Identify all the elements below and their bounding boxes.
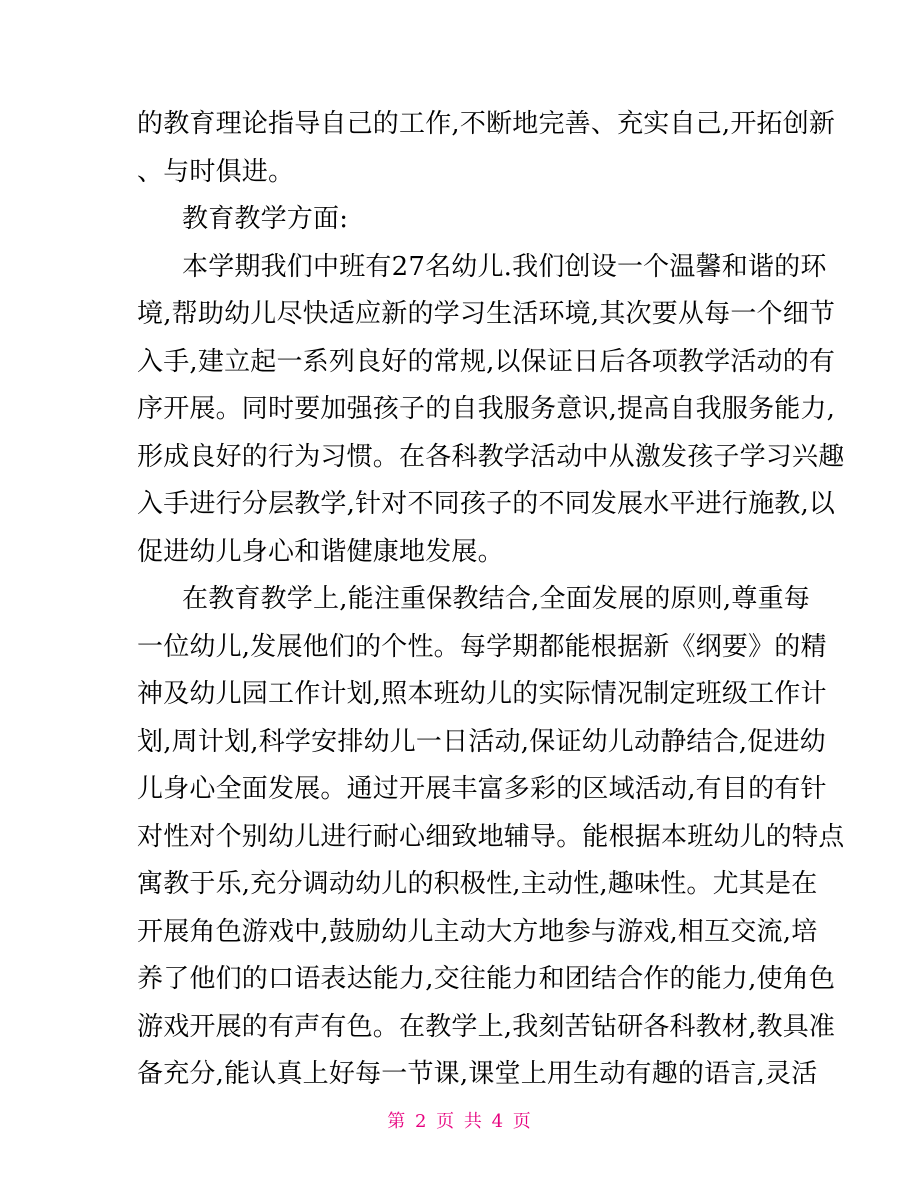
body-text-line: 序开展。同时要加强孩子的自我服务意识,提高自我服务能力, [137,394,836,424]
body-text-line: 一位幼儿,发展他们的个性。每学期都能根据新《纲要》的精 [137,632,827,662]
body-text-line: 寓教于乐,充分调动幼儿的积极性,主动性,趣味性。尤其是在 [137,869,818,899]
body-text-line: 神及幼儿园工作计划,照本班幼儿的实际情况制定班级工作计 [137,679,827,709]
body-text-line: 形成良好的行为习惯。在各科教学活动中从激发孩子学习兴趣 [137,442,845,472]
body-text-line: 入手,建立起一系列良好的常规,以保证日后各项教学活动的有 [137,347,836,377]
body-text-line: 入手进行分层教学,针对不同孩子的不同发展水平进行施教,以 [137,489,836,519]
page-number-footer: 第 2 页 共 4 页 [387,1111,533,1132]
body-text-line: 本学期我们中班有27名幼儿.我们创设一个温馨和谐的环 [182,252,827,282]
body-text-line: 的教育理论指导自己的工作,不断地完善、充实自己,开拓创新 [137,109,836,139]
body-text-line: 养了他们的口语表达能力,交往能力和团结合作的能力,使角色 [137,964,836,994]
body-text-line: 游戏开展的有声有色。在教学上,我刻苦钻研各科教材,教具准 [137,1012,836,1042]
body-text-line: 儿身心全面发展。通过开展丰富多彩的区域活动,有目的有针 [137,774,827,804]
body-text-line: 备充分,能认真上好每一节课,课堂上用生动有趣的语言,灵活 [137,1059,818,1089]
body-text-line: 、与时俱进。 [137,157,295,187]
section-heading: 教育教学方面: [182,204,349,234]
body-text-line: 促进幼儿身心和谐健康地发展。 [137,537,504,567]
body-text-line: 境,帮助幼儿尽快适应新的学习生活环境,其次要从每一个细节 [137,299,836,329]
body-text-line: 开展角色游戏中,鼓励幼儿主动大方地参与游戏,相互交流,培 [137,917,818,947]
body-text-line: 划,周计划,科学安排幼儿一日活动,保证幼儿动静结合,促进幼 [137,727,826,757]
body-text-line: 在教育教学上,能注重保教结合,全面发展的原则,尊重每 [182,584,810,614]
body-text-line: 对性对个别幼儿进行耐心细致地辅导。能根据本班幼儿的特点 [137,822,845,852]
